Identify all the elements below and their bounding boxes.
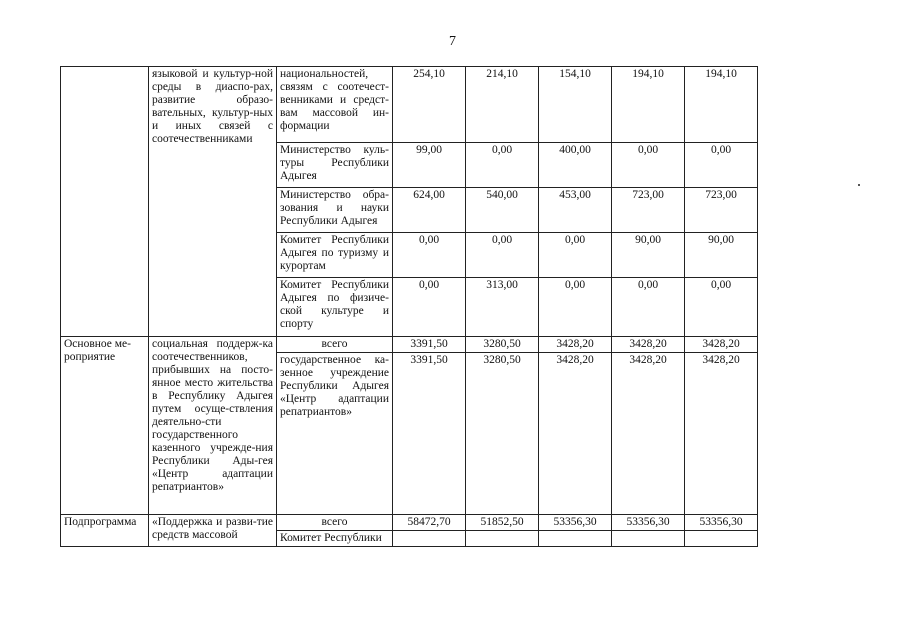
measure-name-cell: «Поддержка и разви-тие средств массовой (149, 515, 277, 547)
value-cell: 53356,30 (685, 515, 758, 531)
value-cell: 3428,20 (539, 337, 612, 353)
value-cell: 453,00 (539, 188, 612, 233)
value-cell: 194,10 (685, 67, 758, 143)
executor-cell: Министерство обра-зования и науки Республики Адыгея (277, 188, 393, 233)
value-cell: 0,00 (393, 278, 466, 337)
executor-cell: Комитет Республики (277, 531, 393, 547)
value-cell: 194,10 (612, 67, 685, 143)
value-cell: 0,00 (612, 143, 685, 188)
executor-cell: Комитет Республики Адыгея по физиче-ской культуре и спорту (277, 278, 393, 337)
executor-cell: национальностей, связям с соотечест-венниками и средст-вам массовой ин-формации (277, 67, 393, 143)
value-cell (685, 531, 758, 547)
executor-cell: государственное ка-зенное учреждение Республики Адыгея «Центр адаптации репатриантов» (277, 353, 393, 515)
executor-cell: всего (277, 515, 393, 531)
table-row (61, 67, 758, 143)
value-cell: 0,00 (612, 278, 685, 337)
measure-name-cell: языковой и культур-ной среды в диаспо-рах, развитие образо-вательных, культур-ных и иных связей с соотечественниками (149, 67, 277, 337)
value-cell: 400,00 (539, 143, 612, 188)
value-cell: 723,00 (685, 188, 758, 233)
executor-cell: Комитет Республики Адыгея по туризму и курортам (277, 233, 393, 278)
value-cell: 0,00 (393, 233, 466, 278)
value-cell: 0,00 (466, 143, 539, 188)
value-cell: 99,00 (393, 143, 466, 188)
page-number: 7 (449, 34, 456, 49)
value-cell: 0,00 (685, 143, 758, 188)
executor-cell: всего (277, 337, 393, 353)
value-cell: 313,00 (466, 278, 539, 337)
value-cell: 3428,20 (685, 353, 758, 515)
type-cell (61, 67, 149, 337)
executor-cell: Министерство куль-туры Республики Адыгея (277, 143, 393, 188)
value-cell: 723,00 (612, 188, 685, 233)
value-cell: 53356,30 (612, 515, 685, 531)
type-cell: Подпрограмма (61, 515, 149, 547)
measure-name-cell: социальная поддерж-ка соотечественников, прибывших на посто-янное место жительства в Республику Адыгея путем осуще-ствления деятельно-сти государственного казенного учрежде-ния Республики Ады-гея «Центр адаптации репатриантов» (149, 337, 277, 515)
value-cell: 0,00 (539, 233, 612, 278)
value-cell: 3280,50 (466, 353, 539, 515)
value-cell (539, 531, 612, 547)
value-cell: 3391,50 (393, 337, 466, 353)
value-cell: 53356,30 (539, 515, 612, 531)
value-cell: 0,00 (685, 278, 758, 337)
value-cell: 3428,20 (539, 353, 612, 515)
value-cell: 540,00 (466, 188, 539, 233)
table-row (61, 515, 758, 531)
value-cell: 58472,70 (393, 515, 466, 531)
type-cell: Основное ме-роприятие (61, 337, 149, 515)
value-cell (466, 531, 539, 547)
value-cell (612, 531, 685, 547)
table-row (61, 337, 758, 353)
value-cell: 3280,50 (466, 337, 539, 353)
value-cell: 3428,20 (685, 337, 758, 353)
value-cell: 3391,50 (393, 353, 466, 515)
value-cell: 90,00 (612, 233, 685, 278)
value-cell: 0,00 (466, 233, 539, 278)
value-cell: 3428,20 (612, 353, 685, 515)
value-cell: 3428,20 (612, 337, 685, 353)
value-cell: 214,10 (466, 67, 539, 143)
value-cell: 154,10 (539, 67, 612, 143)
scan-artifact (858, 184, 860, 186)
value-cell: 0,00 (539, 278, 612, 337)
budget-table (60, 66, 758, 547)
value-cell: 51852,50 (466, 515, 539, 531)
value-cell: 624,00 (393, 188, 466, 233)
value-cell: 90,00 (685, 233, 758, 278)
value-cell (393, 531, 466, 547)
value-cell: 254,10 (393, 67, 466, 143)
